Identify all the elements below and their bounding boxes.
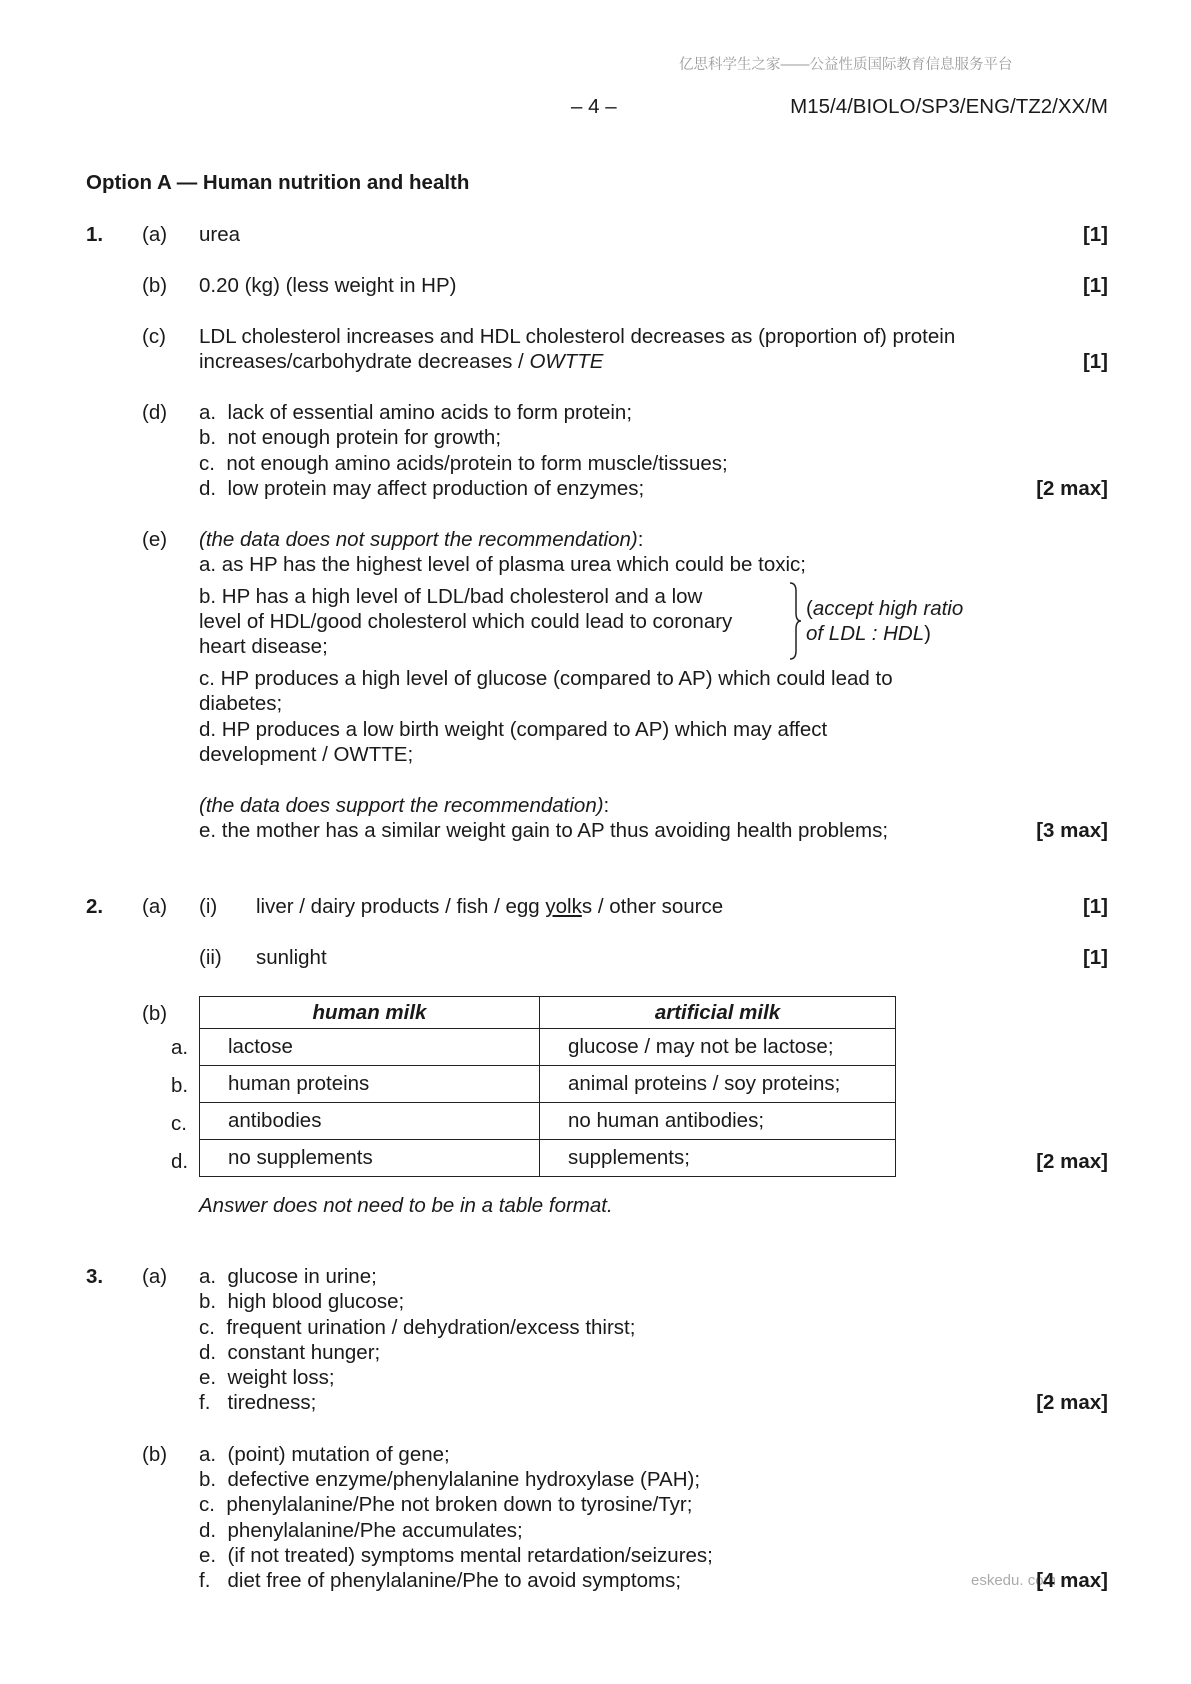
list-item: b. HP has a high level of LDL/bad cholesterol and a low bbox=[199, 585, 703, 608]
table-row bbox=[200, 1103, 896, 1140]
marks: [1] bbox=[1082, 350, 1108, 373]
list-item: c. phenylalanine/Phe not broken down to tyrosine/Tyr; bbox=[199, 1493, 693, 1516]
part-label: (e) bbox=[142, 528, 168, 551]
table-cell: animal proteins / soy proteins; bbox=[540, 1066, 896, 1103]
curly-brace-icon bbox=[787, 581, 803, 661]
row-letter: a. bbox=[171, 1036, 189, 1059]
marking-note: (accept high ratio bbox=[806, 597, 964, 620]
table-row bbox=[200, 1029, 896, 1066]
part-label: (a) bbox=[142, 223, 168, 246]
table-cell: supplements; bbox=[540, 1140, 896, 1177]
row-letter: c. bbox=[171, 1112, 187, 1135]
list-item: e. weight loss; bbox=[199, 1366, 335, 1389]
table-row bbox=[200, 1066, 896, 1103]
row-letter: b. bbox=[171, 1074, 189, 1097]
subpart-label: (i) bbox=[199, 895, 218, 918]
marks: [2 max] bbox=[1036, 477, 1108, 500]
marks: [3 max] bbox=[1036, 819, 1108, 842]
marks: [2 max] bbox=[1036, 1150, 1108, 1173]
list-item: a. (point) mutation of gene; bbox=[199, 1443, 450, 1466]
answer-text: sunlight bbox=[256, 946, 327, 969]
marking-note: of LDL : HDL) bbox=[806, 622, 931, 645]
table-cell: human proteins bbox=[200, 1066, 540, 1103]
list-item: c. HP produces a high level of glucose (compared to AP) which could lead to bbox=[199, 667, 893, 690]
list-item: e. (if not treated) symptoms mental retardation/seizures; bbox=[199, 1544, 713, 1567]
marking-note: Answer does not need to be in a table format. bbox=[199, 1194, 613, 1217]
part-label: (b) bbox=[142, 274, 168, 297]
marks: [1] bbox=[1082, 223, 1108, 246]
list-item: d. phenylalanine/Phe accumulates; bbox=[199, 1519, 523, 1542]
answer-intro: (the data does not support the recommendation): bbox=[199, 528, 644, 551]
list-item: c. not enough amino acids/protein to form muscle/tissues; bbox=[199, 452, 728, 475]
table-cell: no supplements bbox=[200, 1140, 540, 1177]
milk-comparison-table bbox=[199, 996, 896, 1177]
section-title: Option A — Human nutrition and health bbox=[86, 171, 470, 194]
list-item: a. glucose in urine; bbox=[199, 1265, 377, 1288]
list-item: d. HP produces a low birth weight (compared to AP) which may affect bbox=[199, 718, 828, 741]
part-label: (a) bbox=[142, 895, 168, 918]
list-item: b. not enough protein for growth; bbox=[199, 426, 502, 449]
column-header: artificial milk bbox=[540, 997, 896, 1029]
row-letter: d. bbox=[171, 1150, 189, 1173]
table-cell: antibodies bbox=[200, 1103, 540, 1140]
list-item: a. as HP has the highest level of plasma urea which could be toxic; bbox=[199, 553, 806, 576]
answer-intro: (the data does support the recommendation): bbox=[199, 794, 610, 817]
answer-text: urea bbox=[199, 223, 241, 246]
site-watermark: 亿思科学生之家——公益性质国际教育信息服务平台 bbox=[679, 57, 1013, 73]
list-item: d. low protein may affect production of enzymes; bbox=[199, 477, 645, 500]
paper-code: M15/4/BIOLO/SP3/ENG/TZ2/XX/M bbox=[790, 95, 1108, 118]
part-label: (b) bbox=[142, 1002, 168, 1025]
answer-text: increases/carbohydrate decreases / OWTTE bbox=[199, 350, 604, 373]
column-header: human milk bbox=[200, 997, 540, 1029]
list-item: diabetes; bbox=[199, 692, 283, 715]
list-item: d. constant hunger; bbox=[199, 1341, 381, 1364]
answer-text: liver / dairy products / fish / egg yolks / other source bbox=[256, 895, 724, 918]
answer-text: LDL cholesterol increases and HDL cholesterol decreases as (proportion of) protein bbox=[199, 325, 956, 348]
list-item: a. lack of essential amino acids to form protein; bbox=[199, 401, 633, 424]
marks: [4 max] bbox=[1036, 1569, 1108, 1592]
list-item: development / OWTTE; bbox=[199, 743, 414, 766]
part-label: (d) bbox=[142, 401, 168, 424]
list-item: heart disease; bbox=[199, 635, 328, 658]
table-cell: lactose bbox=[200, 1029, 540, 1066]
list-item: b. high blood glucose; bbox=[199, 1290, 405, 1313]
marks: [1] bbox=[1082, 946, 1108, 969]
list-item: f. tiredness; bbox=[199, 1391, 317, 1414]
question-number: 2. bbox=[86, 895, 104, 918]
page-number: – 4 – bbox=[571, 95, 617, 118]
marks: [2 max] bbox=[1036, 1391, 1108, 1414]
subpart-label: (ii) bbox=[199, 946, 222, 969]
part-label: (a) bbox=[142, 1265, 168, 1288]
question-number: 1. bbox=[86, 223, 104, 246]
table-cell: no human antibodies; bbox=[540, 1103, 896, 1140]
list-item: e. the mother has a similar weight gain to AP thus avoiding health problems; bbox=[199, 819, 889, 842]
marks: [1] bbox=[1082, 274, 1108, 297]
list-item: f. diet free of phenylalanine/Phe to avoid symptoms; bbox=[199, 1569, 682, 1592]
part-label: (c) bbox=[142, 325, 166, 348]
list-item: c. frequent urination / dehydration/excess thirst; bbox=[199, 1316, 636, 1339]
question-number: 3. bbox=[86, 1265, 104, 1288]
marks: [1] bbox=[1082, 895, 1108, 918]
answer-text: 0.20 (kg) (less weight in HP) bbox=[199, 274, 457, 297]
table-row bbox=[200, 1140, 896, 1177]
list-item: b. defective enzyme/phenylalanine hydroxylase (PAH); bbox=[199, 1468, 701, 1491]
list-item: level of HDL/good cholesterol which could lead to coronary bbox=[199, 610, 733, 633]
part-label: (b) bbox=[142, 1443, 168, 1466]
table-cell: glucose / may not be lactose; bbox=[540, 1029, 896, 1066]
site-watermark: eskedu. com bbox=[971, 1572, 1057, 1589]
